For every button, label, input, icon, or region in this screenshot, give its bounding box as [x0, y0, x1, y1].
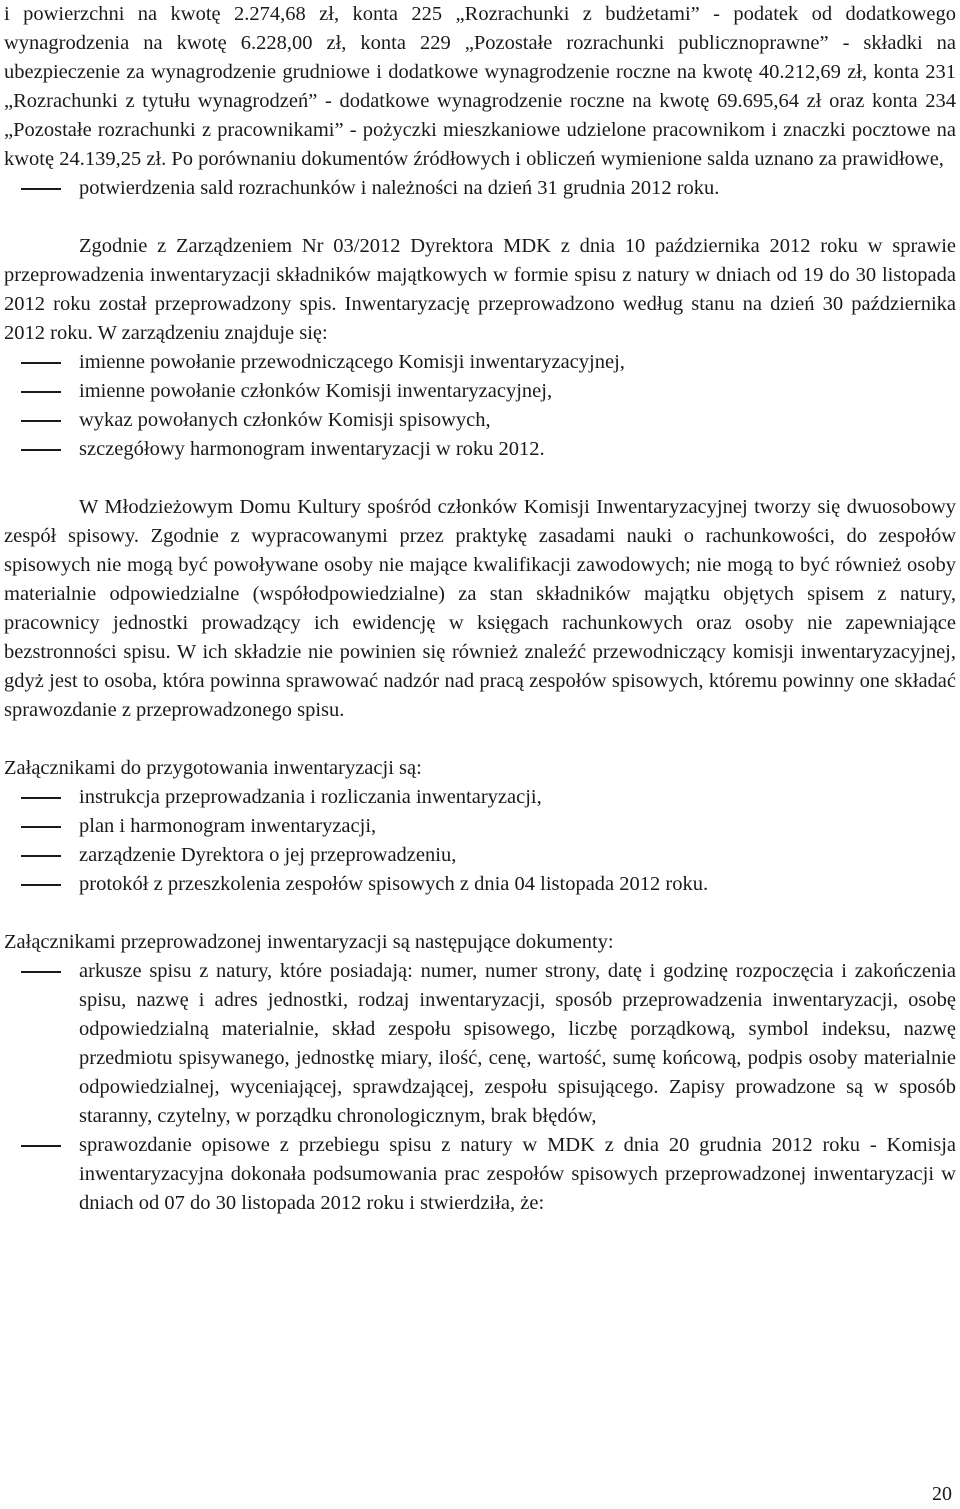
- list-item-text: wykaz powołanych członków Komisji spisowych,: [79, 409, 491, 431]
- list-item-text: zarządzenie Dyrektora o jej przeprowadzeniu,: [79, 844, 457, 866]
- list-item: [4, 406, 956, 435]
- list-item-text: imienne powołanie przewodniczącego Komisji inwentaryzacyjnej,: [79, 351, 625, 373]
- document-page: [4, 0, 956, 1218]
- list-item-text: protokół z przeszkolenia zespołów spisowych z dnia 04 listopada 2012 roku.: [79, 873, 709, 895]
- list-item: [4, 812, 956, 841]
- dash-bullet: [21, 1145, 61, 1147]
- list-item: [4, 1131, 956, 1218]
- dash-bullet: [21, 826, 61, 828]
- list-item: [4, 957, 956, 1131]
- list-item: [4, 377, 956, 406]
- dash-bullet: [21, 188, 61, 190]
- list-item-text: imienne powołanie członków Komisji inwentaryzacyjnej,: [79, 380, 553, 402]
- list-completed-attachments: [4, 957, 956, 1218]
- list-item-text: szczegółowy harmonogram inwentaryzacji w roku 2012.: [79, 438, 545, 460]
- list-preparation-attachments: [4, 783, 956, 899]
- list-item: [4, 348, 956, 377]
- paragraph-accounts: i powierzchni na kwotę 2.274,68 zł, konta 225 „Rozrachunki z budżetami” - podatek od dodatkowego wynagrodzenia na kwotę 6.228,00 zł, konta 229 „Pozostałe rozrachunki publicznoprawne” - składki na ubezpieczenie za wynagrodzenie grudniowe i dodatkowe wynagrodzenie roczne na kwotę 40.212,69 zł, konta 231 „Rozrachunki z tytułu wynagrodzeń” - dodatkowe wynagrodzenie roczne na kwotę 69.695,64 zł oraz konta 234 „Pozostałe rozrachunki z pracownikami” - pożyczki mieszkaniowe udzielone pracownikom i znaczki pocztowe na kwotę 24.139,25 zł. Po porównaniu dokumentów źródłowych i obliczeń wymienione salda uznano za prawidłowe,: [4, 3, 956, 170]
- dash-bullet: [21, 391, 61, 393]
- list-confirmations: [4, 174, 956, 203]
- heading-completed-attachments: Załącznikami przeprowadzonej inwentaryzacji są następujące dokumenty:: [4, 931, 614, 953]
- heading-preparation-attachments: Załącznikami do przygotowania inwentaryzacji są:: [4, 757, 422, 779]
- list-item: [4, 783, 956, 812]
- list-item: [4, 870, 956, 899]
- paragraph-mdk-team: W Młodzieżowym Domu Kultury spośród członków Komisji Inwentaryzacyjnej tworzy się dwuosobowy zespół spisowy. Zgodnie z wypracowanymi przez praktykę zasadami nauki o rachunkowości, do zespołów spisowych nie mogą być powoływane osoby nie mające kwalifikacji zawodowych; nie mogą to być również osoby materialnie odpowiedzialne (współodpowiedzialne) za stan składników majątku objętych spisem z natury, pracownicy jednostki prowadzący ich ewidencję w księgach rachunkowych oraz osoby nie zapewniające bezstronności spisu. W ich składzie nie powinien się również znaleźć przewodniczący komisji inwentaryzacyjnej, gdyż jest to osoba, która powinna sprawować nadzór nad pracą zespołów spisowych, któremu powinny one składać sprawozdanie z przeprowadzonego spisu.: [4, 496, 956, 721]
- list-zarzadzenie-contents: [4, 348, 956, 464]
- list-item: [4, 841, 956, 870]
- list-item-text: sprawozdanie opisowe z przebiegu spisu z natury w MDK z dnia 20 grudnia 2012 roku - Komisja inwentaryzacyjna dokonała podsumowania prac zespołów spisowych przeprowadzonej inwentaryzacji w dniach od 07 do 30 listopada 2012 roku i stwierdziła, że:: [79, 1134, 956, 1214]
- list-item-text: instrukcja przeprowadzania i rozliczania inwentaryzacji,: [79, 786, 542, 808]
- dash-bullet: [21, 797, 61, 799]
- page-number: 20: [932, 1483, 952, 1505]
- dash-bullet: [21, 420, 61, 422]
- paragraph-zarzadzenie: Zgodnie z Zarządzeniem Nr 03/2012 Dyrektora MDK z dnia 10 października 2012 roku w sprawie przeprowadzenia inwentaryzacji składników majątkowych w formie spisu z natury w dniach od 19 do 30 listopada 2012 roku został przeprowadzony spis. Inwentaryzację przeprowadzono według stanu na dzień 30 października 2012 roku. W zarządzeniu znajduje się:: [4, 235, 956, 344]
- dash-bullet: [21, 449, 61, 451]
- dash-bullet: [21, 362, 61, 364]
- dash-bullet: [21, 971, 61, 973]
- list-item: [4, 435, 956, 464]
- dash-bullet: [21, 884, 61, 886]
- list-item-text: plan i harmonogram inwentaryzacji,: [79, 815, 377, 837]
- list-item-text: potwierdzenia sald rozrachunków i należności na dzień 31 grudnia 2012 roku.: [79, 177, 720, 199]
- list-item-text: arkusze spisu z natury, które posiadają: numer, numer strony, datę i godzinę rozpoczęcia i zakończenia spisu, nazwę i adres jednostki, rodzaj inwentaryzacji, sposób przeprowadzenia inwentaryzacji, osobę odpowiedzialną materialnie, skład zespołu spisowego, liczbę porządkową, symbol indeksu, nazwę przedmiotu spisywanego, jednostkę miary, ilość, cenę, wartość, sumę końcową, podpis osoby materialnie odpowiedzialnej, wyceniającej, sprawdzającej, zespołu spisującego. Zapisy prowadzone są w sposób staranny, czytelny, w porządku chronologicznym, brak błędów,: [79, 960, 956, 1127]
- dash-bullet: [21, 855, 61, 857]
- list-item: [4, 174, 956, 203]
